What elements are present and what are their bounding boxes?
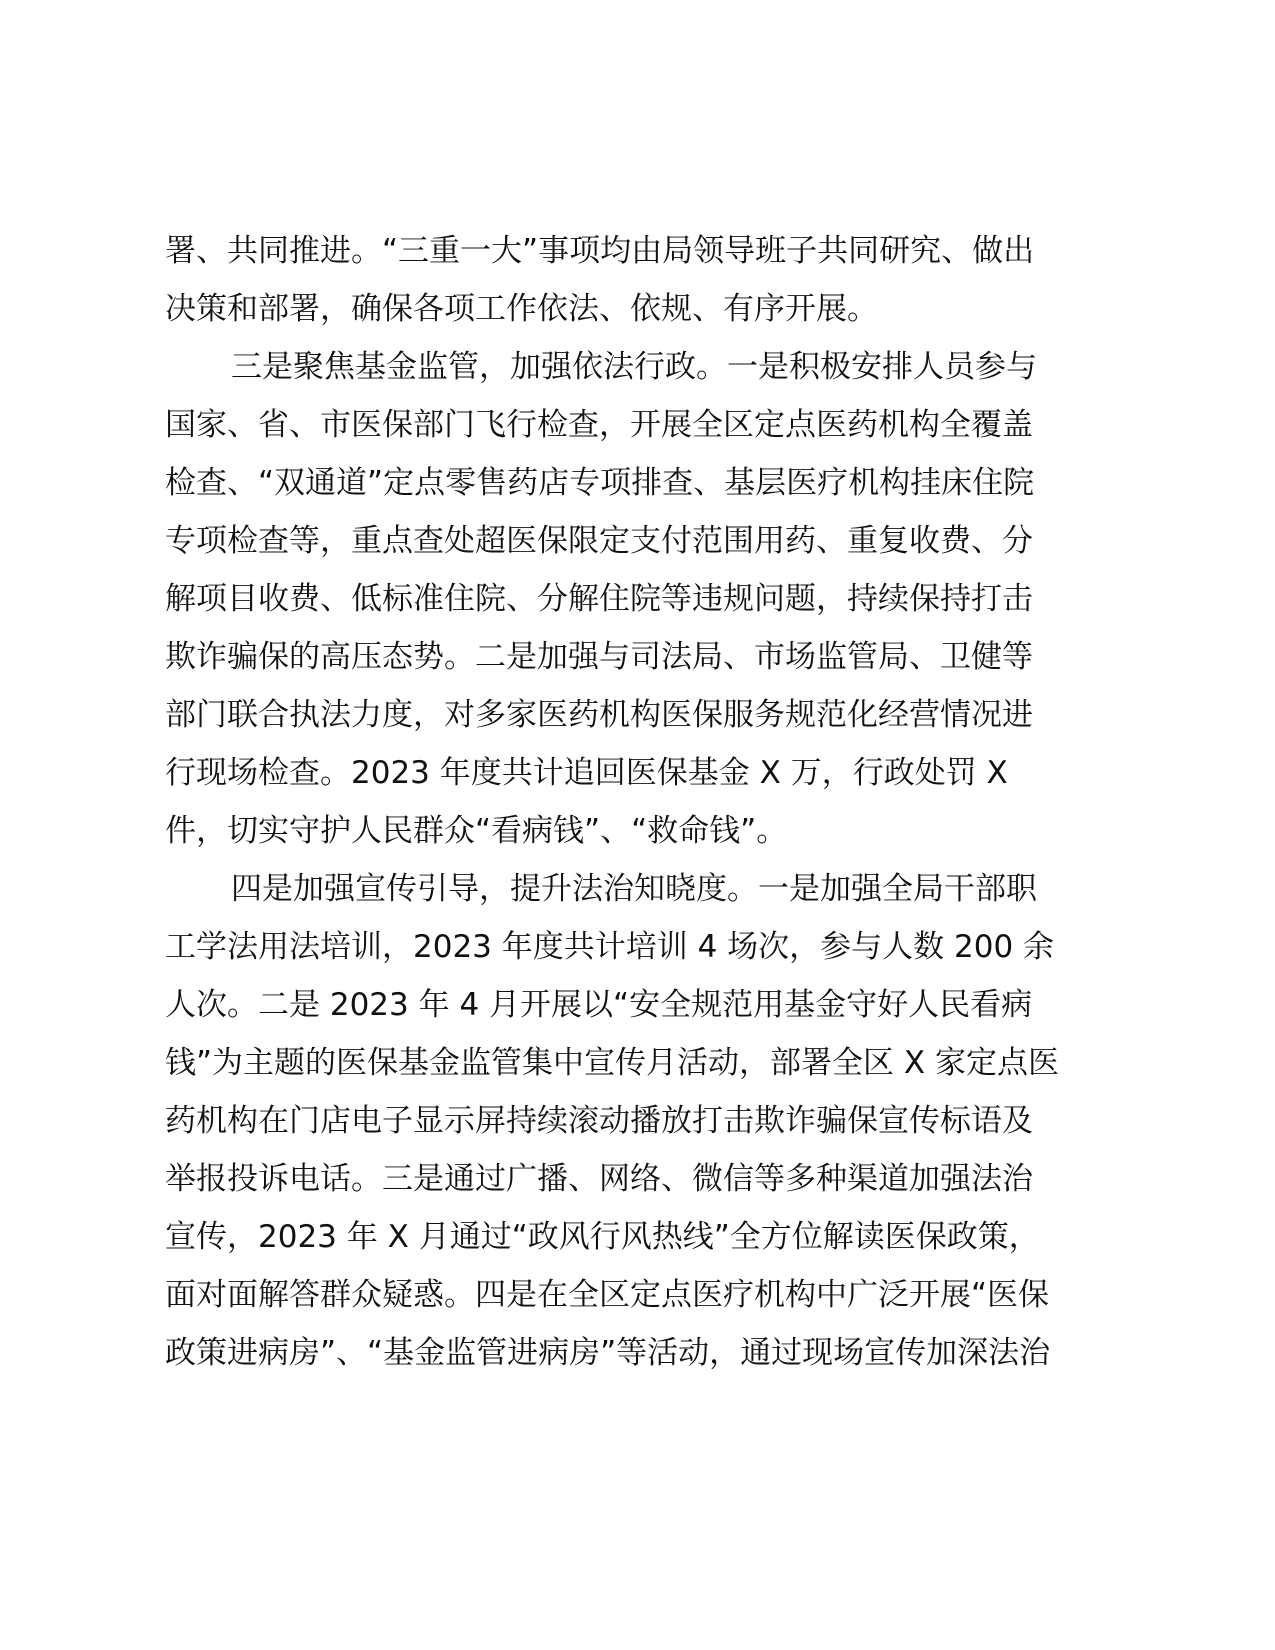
text-line: 决策和部署，确保各项工作依法、依规、有序开展。 [165, 291, 878, 327]
text-line: 面对面解答群众疑惑。四是在全区定点医疗机构中广泛开展“医保 [165, 1277, 1050, 1313]
text-line: 宣传，2023 年 X 月通过“政风行风热线”全方位解读医保政策， [165, 1219, 1040, 1255]
text-line: 专项检查等，重点查处超医保限定支付范围用药、重复收费、分 [165, 523, 1033, 559]
text-line: 钱”为主题的医保基金监管集中宣传月活动，部署全区 X 家定点医 [165, 1045, 1060, 1081]
text-line: 欺诈骗保的高压态势。二是加强与司法局、市场监管局、卫健等 [165, 639, 1033, 675]
document-body [165, 222, 1125, 1382]
text-line: 行现场检查。2023 年度共计追回医保基金 X 万，行政处罚 X [165, 755, 1008, 791]
text-line: 国家、省、市医保部门飞行检查，开展全区定点医药机构全覆盖 [165, 407, 1033, 443]
text-line: 举报投诉电话。三是通过广播、网络、微信等多种渠道加强法治 [165, 1161, 1033, 1197]
text-line: 人次。二是 2023 年 4 月开展以“安全规范用基金守好人民看病 [165, 987, 1033, 1023]
text-line: 署、共同推进。“三重一大”事项均由局领导班子共同研究、做出 [165, 233, 1035, 269]
text-line: 药机构在门店电子显示屏持续滚动播放打击欺诈骗保宣传标语及 [165, 1103, 1033, 1139]
paragraph-start-line: 三是聚焦基金监管，加强依法行政。一是积极安排人员参与 [231, 349, 1037, 385]
text-line: 检查、“双通道”定点零售药店专项排查、基层医疗机构挂床住院 [165, 465, 1035, 501]
text-line: 政策进病房”、“基金监管进病房”等活动，通过现场宣传加深法治 [165, 1335, 1051, 1371]
text-line: 件，切实守护人民群众“看病钱”、“救命钱”。 [165, 813, 788, 849]
text-line: 解项目收费、低标准住院、分解住院等违规问题，持续保持打击 [165, 581, 1033, 617]
text-line: 工学法用法培训，2023 年度共计培训 4 场次，参与人数 200 余 [165, 929, 1055, 965]
text-line: 部门联合执法力度，对多家医药机构医保服务规范化经营情况进 [165, 697, 1033, 733]
paragraph-start-line: 四是加强宣传引导，提升法治知晓度。一是加强全局干部职 [231, 871, 1037, 907]
